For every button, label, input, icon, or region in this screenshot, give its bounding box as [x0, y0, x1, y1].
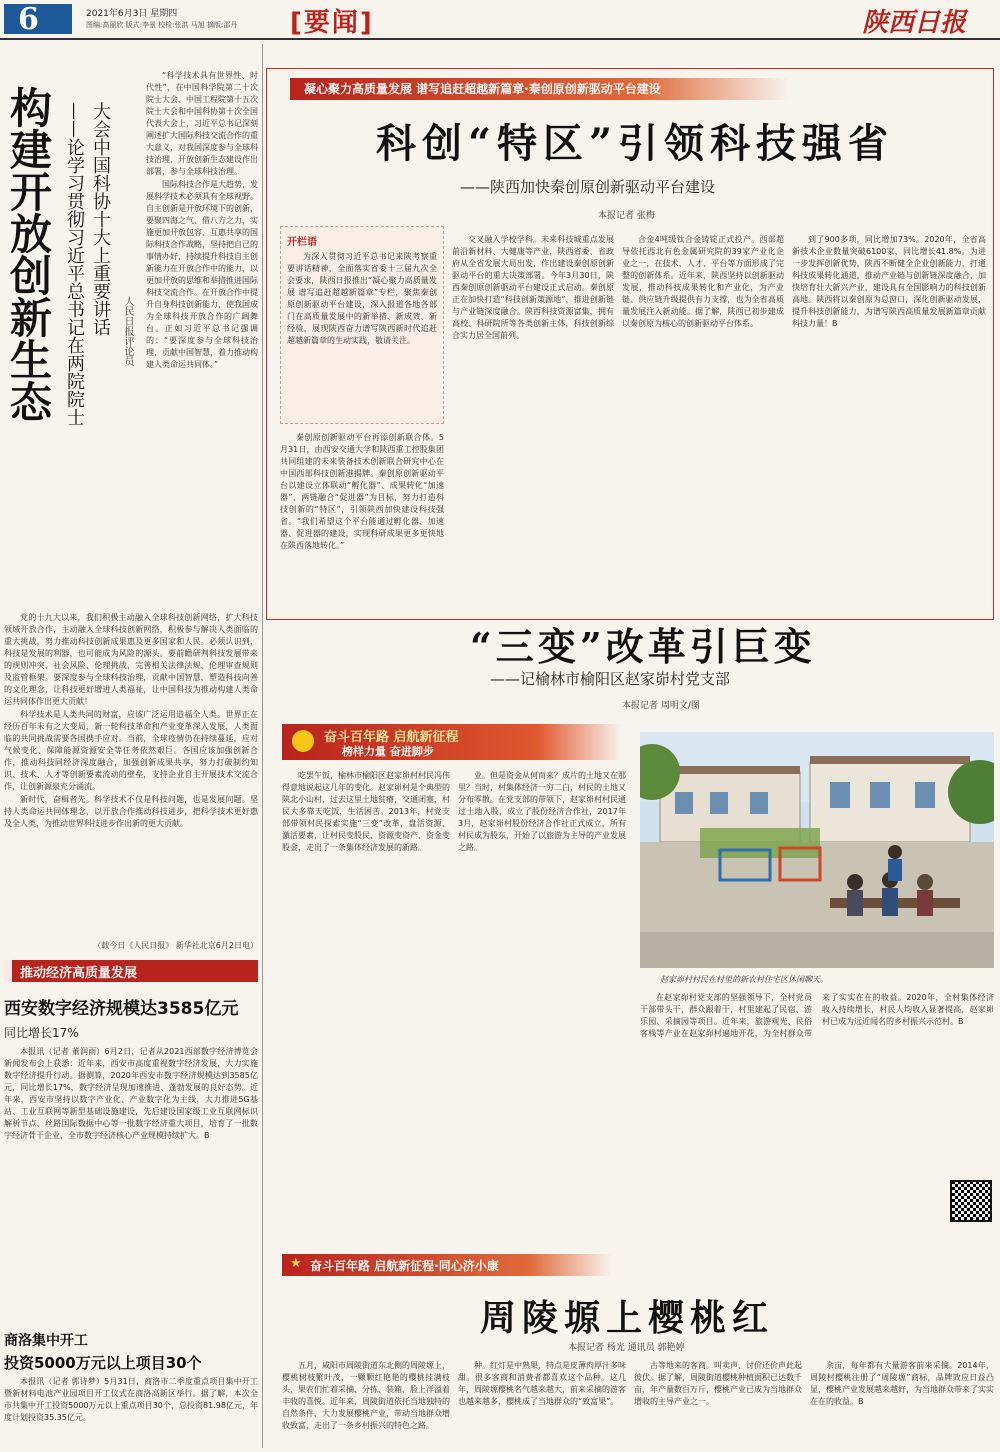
top-article-subtitle: ——陕西加快秦创原创新驱动平台建设	[460, 178, 716, 196]
econ-headline: 西安数字经济规模达3585亿元	[4, 999, 239, 1019]
intro-text: 为深入贯彻习近平总书记来陕考察重要讲话精神，全面落实省委十三届九次全会要求，陕西日报推出“凝心聚力高质量发展 谱写追赶超越新篇章”专栏，聚焦秦创原创新驱动平台建设，深入报道各地各部门在高质量发展中的新举措、新成效、新经验，展现陕西奋力谱写陕西新时代追赶超越新篇章的生动实践，敬请关注。	[287, 252, 437, 345]
feature-paragraph: 新时代，奋楫者先。科学技术不仅是科技问题，也是发展问题。坚持人类命运共同体理念，以开放合作推动科技进步，把科学技术更好惠及全人类，为推动世界科技进步作出新的更大贡献。	[4, 795, 258, 828]
top-col-4: 到了900多项，同比增加73%。2020年，全省高新技术企业数量突破6100家，同比增长41.8%。为进一步发挥创新优势，陕西不断健全企业创新能力，打通科技成果转化通道，推动产业链与创新链深度融合，加快培育壮大新兴产业，建设具有全国影响力的科技创新高地。陕西将以秦创原为总窗口，深化创新驱动发展，提升科技创新能力，为谱写陕西高质量发展新篇章贡献科技力量！B	[792, 235, 986, 328]
section-title: [要闻]	[290, 8, 374, 38]
village-photo-image	[640, 732, 994, 968]
top-article-title: 科创“特区”引领科技强省	[375, 120, 894, 167]
econ-body: 本报讯（记者 董润雨）6月2日，记者从2021西部数字经济博览会新闻发布会上获悉：近年来，西安市高度重视数字经济发展，大力实施数字经济提升行动。据测算，2020年西安市数字经济规模达到3585亿元，同比增长17%，数字经济呈现加速推进、蓬勃发展的良好态势。近年来，西安市坚持以数字产业化、产业数字化为主线，大力推进5G基站、工业互联网等新型基础设施建设，先后建设国家级工业互联网标识解析节点、丝路国际数据中心等一批数字经济重大项目，培育了一批数字经济骨干企业，全市数字经济核心产业规模持续扩大。B	[4, 1047, 258, 1140]
econ-headline-2: 商洛集中开工	[4, 1333, 88, 1349]
middle-article-subtitle: ——记榆林市榆阳区赵家峁村党支部	[490, 670, 731, 688]
page-header	[0, 0, 1000, 38]
econ-subhead-2: 投资5000万元以上项目30个	[4, 1354, 202, 1372]
bottom-col-2: 种。红灯是中熟果，特点是皮薄肉厚汁多味甜。很多客商和消费者都喜欢这个品种。这几年，周陵塬樱桃名气越来越大，前来采摘的游客也越来越多，樱桃成了当地群众的“致富果”。	[458, 1361, 626, 1406]
feature-side-column	[146, 70, 258, 610]
village-photo	[640, 732, 994, 968]
intro-label: 开栏语	[287, 237, 317, 248]
bottom-col-1: 五月，咸阳市周陵街道东北侧的周陵塬上，樱桃树枝繁叶茂，一颗颗红艳艳的樱桃挂满枝头，果农们忙着采摘、分拣、装箱，脸上洋溢着丰收的喜悦。近年来，周陵街道依托当地独特的自然条件，大力发展樱桃产业，带动当地群众增收致富，走出了一条乡村振兴的特色之路。	[282, 1361, 450, 1430]
feature-body	[4, 612, 258, 934]
header-editors: 图编:高丽欣 版式:李景 校检:张洪 马旭 摘版:邵丹	[86, 21, 238, 29]
top-col-1: 秦创原创新驱动平台再添创新联合体。5月31日，由西安交通大学和陕西重工控股集团共同组建的未来装备技术创新联合研究中心在中国西部科技创新港揭牌。秦创原创新驱动平台以建设立体联动“孵化器”、成果转化“加速器”、两链融合“促进器”为目标，努力打造科技创新的“特区”，引领陕西加快建设科技强省。“我们希望这个平台能通过孵化器、加速器、促进器的建设，实现科研成果更多更快地在陕西落地转化。”	[280, 433, 444, 550]
top-article-kicker: 凝心聚力高质量发展 谱写追赶超越新篇章·秦创原创新驱动平台建设	[290, 78, 790, 100]
econ-banner: 推动经济高质量发展	[4, 960, 258, 982]
column-divider	[262, 44, 263, 1448]
page-number-box	[4, 2, 72, 37]
feature-footer: （载今日《人民日报》 新华社北京6月2日电）	[93, 941, 258, 950]
feature-subtitle-2: ——论学习贯彻习近平总书记在两院院士	[64, 102, 85, 426]
newspaper-logo: 陕西日报	[862, 8, 967, 38]
feature-title: 构建开放创新生态	[4, 86, 53, 422]
feature-subtitle-1: 大会中国科协十大上重要讲话	[90, 102, 111, 336]
middle-banner: 奋斗百年路 启航新征程 榜样力量 奋进脚步	[282, 724, 622, 760]
econ-body-2: 本报讯（记者 郭诗梦）5月31日，商洛市二季度重点项目集中开工暨新材料电池产业园项目开工仪式在商洛高新区举行。据了解，本次全市共集中开工投资5000万元以上重点项目30个，总投资81.98亿元，年度计划投资35.35亿元。	[4, 1377, 258, 1422]
intro-box	[280, 226, 444, 424]
bottom-col-3: 古等地来的客商。叫卖声、讨价还价声此起彼伏。据了解，周陵街道樱桃种植面积已达数千亩，年产量数百万斤，樱桃产业已成为当地群众增收的主导产业之一。	[634, 1361, 802, 1406]
banner-marker-icon	[4, 960, 12, 982]
header-date: 2021年6月3日 星期四	[86, 9, 178, 19]
party-emblem-icon	[292, 730, 314, 752]
bottom-col-4: 余亩，每年都有大量游客前来采摘。2014年，周陵村樱桃注册了“周陵塬”商标，品牌效应日益凸显，樱桃产业发展越来越好，为当地群众带来了实实在在的收益。B	[810, 1361, 994, 1406]
header-rule	[0, 38, 1000, 40]
bottom-article-title: 周陵塬上樱桃红	[480, 1297, 775, 1339]
page-number: 6	[18, 2, 39, 37]
middle-article-title: “三变”改革引巨变	[470, 624, 816, 669]
photo-caption: 赵家峁村村民在村里的新农村住宅区休闲聊天。	[660, 975, 828, 984]
bottom-article-byline: 本报记者 杨光 通讯员 郭艳婷	[568, 1343, 685, 1353]
econ-subhead: 同比增长17%	[4, 1026, 79, 1040]
feature-source: 人民日报评论员	[122, 296, 133, 366]
qr-code[interactable]	[950, 1180, 992, 1222]
feature-paragraph: 党的十九大以来，我们积极主动融入全球科技创新网络，扩大科技领域开放合作，主动融入全球科技创新网络，积极参与解决人类面临的重大挑战，努力推动科技创新成果惠及更多国家和人民。必须认识到，科技是发展的利器，也可能成为风险的源头。要前瞻研判科技发展带来的规则冲突、社会风险、伦理挑战，完善相关法律法规、伦理审查规则及监管框架。要深度参与全球科技治理，贡献中国智慧，塑造科技向善的文化理念，让科技更好增进人类福祉，让中国科技为推动构建人类命运共同体作出更大贡献！	[4, 613, 258, 706]
middle-article-byline: 本报记者 周明文/图	[622, 701, 700, 711]
top-col-2: 交叉融入学校学科。未来科技城重点发展前沿新材料、大健康等产业，陕西省委、省政府从全省发展大局出发，作出建设秦创原创新驱动平台的重大决策部署。今年3月30日，陕西秦创原创新驱动平台建设正式启动。秦创原正在加快打造“科技创新策源地”，推进创新链与产业链深度融合。陕西科技资源富集，拥有高校、科研院所等各类创新主体，科技创新综合实力居全国前列。	[452, 235, 614, 340]
feature-paragraph: 国际科技合作是大趋势，发展科学技术必须具有全球视野。自主创新是开放环境下的创新，要聚四海之气、借八方之力，实施更加开放包容、互惠共享的国际科技合作战略，坚持把自己的事情办好，持续提升科技自主创新能力在开放合作中的能力，以更加开放的思维和举措推进国际科技交流合作。在开放合作中提升自身科技创新能力，使我国成为全球科技开放合作的广阔舞台。正如习近平总书记强调的：“要深度参与全球科技治理，贡献中国智慧，着力推动构建人类命运共同体。”	[146, 180, 258, 369]
feature-paragraph: 科学技术是人类共同的财富，应该广泛运用造福全人类。世界正在经历百年未有之大变局，新一轮科技革命和产业变革深入发展，人类面临的共同挑战需要各国携手应对。当前，全球疫情仍在持续蔓延，应对气候变化、保障能源资源安全等任务依然艰巨。各国应该加强创新合作，推动科技同经济深度融合，加强创新成果共享，努力打破制约知识、技术、人才等创新要素流动的壁垒，支持企业自主开展技术交流合作，让创新源泉充分涌流。	[4, 710, 258, 791]
middle-col-2: 业。但是资金从何而来？成片的土地又在那里？当时，村集体经济一穷二白，村民的土地又分布零散。在党支部的带领下，赵家峁村村民通过土地入股，成立了股份经济合作社，2017年3月，赵家峁村股份经济合作社正式成立，所有村民成为股东，开始了以旅游为主导的产业发展之路。	[458, 771, 626, 852]
middle-col-1: 吃罢午饭，榆林市榆阳区赵家峁村村民冯伟得意地说起这几年的变化。赵家峁村是个典型的陕北小山村，过去这里土地贫瘠，交通闭塞，村民大多靠天吃饭，生活困苦。2013年，村党支部带领村民探索实施“三变”改革，盘活资源、激活要素，让村民变股民、资源变资产、资金变股金，走出了一条集体经济发展的新路。	[282, 771, 450, 852]
top-col-3: 合金4吨级钛合金铸锭正式投产。西部超导依托西北有色金属研究院的39家产业化企业之一，在技术、人才、平台等方面形成了完整的创新体系。近年来，陕西坚持以创新驱动发展，推动科技成果转化和产业化，为产业链、供应链升级提供有力支撑，也为全省高质量发展注入新动能。据了解，陕西已初步建成以秦创原为核心的创新驱动平台体系。	[622, 235, 784, 328]
star-icon: ★	[290, 1256, 302, 1271]
top-article-byline: 本报记者 张梅	[598, 211, 655, 221]
bottom-banner: ★ 奋斗百年路 启航新征程·同心济小康	[282, 1254, 612, 1276]
middle-col-3: 在赵家峁村党支部的坚强领导下，全村党员干部带头干，群众跟着干，村里建起了民宿、游乐园、采摘园等项目。近年来，旅游观光、民俗客栈等产业在赵家峁村遍地开花，为全村群众带来了实实在在的收益。2020年，全村集体经济收入持续增长，村民人均收入显著提高，赵家峁村已成为远近闻名的乡村振兴示范村。B	[640, 993, 994, 1038]
feature-paragraph: “科学技术具有世界性、时代性”，在中国科学院第二十次院士大会、中国工程院第十五次院士大会和中国科协第十次全国代表大会上，习近平总书记深刻阐述扩大国际科技交流合作的重大意义，对我国深度参与全球科技治理，开放创新生态建设作出部署，参与全球科技治理。	[146, 71, 258, 176]
